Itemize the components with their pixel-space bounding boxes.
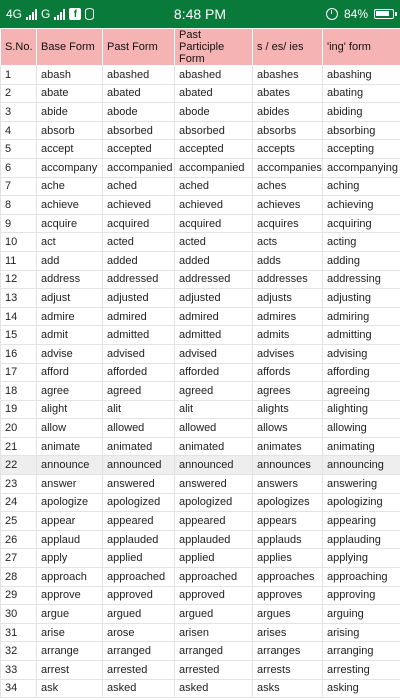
cell-past-form: admitted bbox=[103, 326, 175, 345]
cell-past-participle: answered bbox=[175, 475, 253, 494]
cell-serial-number: 6 bbox=[1, 158, 37, 177]
table-row[interactable] bbox=[1, 679, 400, 698]
table-row[interactable] bbox=[1, 66, 400, 85]
cell-serial-number: 15 bbox=[1, 326, 37, 345]
cell-past-participle: applied bbox=[175, 549, 253, 568]
cell-serial-number: 32 bbox=[1, 642, 37, 661]
cell-base-form: achieve bbox=[37, 196, 103, 215]
cell-ing-form: announcing bbox=[323, 456, 400, 475]
cell-base-form: agree bbox=[37, 382, 103, 401]
battery-percent: 84% bbox=[343, 7, 368, 21]
header-past-participle: Past Participle Form bbox=[175, 29, 253, 66]
cell-serial-number: 10 bbox=[1, 233, 37, 252]
cell-serial-number: 11 bbox=[1, 251, 37, 270]
table-row[interactable] bbox=[1, 400, 400, 419]
cell-ing-form: approving bbox=[323, 586, 400, 605]
cell-past-participle: accepted bbox=[175, 140, 253, 159]
cell-ing-form: allowing bbox=[323, 419, 400, 438]
cell-base-form: announce bbox=[37, 456, 103, 475]
cell-base-form: absorb bbox=[37, 121, 103, 140]
network-type-label-2: G bbox=[41, 7, 51, 21]
table-row[interactable] bbox=[1, 586, 400, 605]
cell-base-form: apply bbox=[37, 549, 103, 568]
table-row[interactable] bbox=[1, 419, 400, 438]
cell-past-form: allowed bbox=[103, 419, 175, 438]
table-row[interactable] bbox=[1, 568, 400, 587]
cell-past-participle: approved bbox=[175, 586, 253, 605]
verb-table-container[interactable] bbox=[0, 28, 400, 700]
table-row[interactable] bbox=[1, 512, 400, 531]
cell-base-form: advise bbox=[37, 344, 103, 363]
table-row[interactable] bbox=[1, 270, 400, 289]
cell-past-participle: approached bbox=[175, 568, 253, 587]
cell-s-es-ies: applauds bbox=[253, 530, 323, 549]
cell-past-participle: admitted bbox=[175, 326, 253, 345]
cell-s-es-ies: advises bbox=[253, 344, 323, 363]
cell-past-form: approached bbox=[103, 568, 175, 587]
cell-past-form: advised bbox=[103, 344, 175, 363]
table-row[interactable] bbox=[1, 140, 400, 159]
cell-ing-form: arguing bbox=[323, 605, 400, 624]
cell-serial-number: 4 bbox=[1, 121, 37, 140]
cell-s-es-ies: admits bbox=[253, 326, 323, 345]
cell-ing-form: asking bbox=[323, 679, 400, 698]
cell-past-participle: arisen bbox=[175, 623, 253, 642]
verb-forms-table bbox=[0, 28, 400, 698]
cell-s-es-ies: aches bbox=[253, 177, 323, 196]
cell-ing-form: accompanying bbox=[323, 158, 400, 177]
cell-s-es-ies: approaches bbox=[253, 568, 323, 587]
cell-past-form: applauded bbox=[103, 530, 175, 549]
cell-ing-form: adjusting bbox=[323, 289, 400, 308]
cell-past-form: arose bbox=[103, 623, 175, 642]
cell-s-es-ies: adjusts bbox=[253, 289, 323, 308]
cell-base-form: ask bbox=[37, 679, 103, 698]
cell-ing-form: applying bbox=[323, 549, 400, 568]
cell-base-form: answer bbox=[37, 475, 103, 494]
cell-serial-number: 27 bbox=[1, 549, 37, 568]
cell-s-es-ies: admires bbox=[253, 307, 323, 326]
cell-ing-form: arresting bbox=[323, 661, 400, 680]
cell-serial-number: 2 bbox=[1, 84, 37, 103]
cell-past-form: approved bbox=[103, 586, 175, 605]
cell-past-participle: arrested bbox=[175, 661, 253, 680]
cell-serial-number: 18 bbox=[1, 382, 37, 401]
cell-past-form: admired bbox=[103, 307, 175, 326]
table-row[interactable] bbox=[1, 289, 400, 308]
table-row[interactable] bbox=[1, 642, 400, 661]
database-icon bbox=[85, 8, 94, 20]
cell-serial-number: 23 bbox=[1, 475, 37, 494]
cell-past-form: animated bbox=[103, 437, 175, 456]
cell-past-form: afforded bbox=[103, 363, 175, 382]
cell-past-form: added bbox=[103, 251, 175, 270]
cell-base-form: approach bbox=[37, 568, 103, 587]
cell-past-participle: abashed bbox=[175, 66, 253, 85]
cell-serial-number: 8 bbox=[1, 196, 37, 215]
table-row[interactable] bbox=[1, 549, 400, 568]
alarm-icon bbox=[326, 8, 338, 20]
cell-serial-number: 21 bbox=[1, 437, 37, 456]
cell-past-participle: acted bbox=[175, 233, 253, 252]
cell-s-es-ies: applies bbox=[253, 549, 323, 568]
signal-icon bbox=[26, 9, 37, 20]
cell-past-participle: announced bbox=[175, 456, 253, 475]
cell-past-participle: addressed bbox=[175, 270, 253, 289]
cell-ing-form: absorbing bbox=[323, 121, 400, 140]
cell-ing-form: achieving bbox=[323, 196, 400, 215]
table-row[interactable] bbox=[1, 84, 400, 103]
cell-ing-form: aching bbox=[323, 177, 400, 196]
cell-serial-number: 28 bbox=[1, 568, 37, 587]
table-row[interactable] bbox=[1, 661, 400, 680]
cell-serial-number: 19 bbox=[1, 400, 37, 419]
cell-serial-number: 3 bbox=[1, 103, 37, 122]
cell-past-participle: afforded bbox=[175, 363, 253, 382]
table-row[interactable] bbox=[1, 158, 400, 177]
cell-serial-number: 26 bbox=[1, 530, 37, 549]
cell-past-form: announced bbox=[103, 456, 175, 475]
cell-past-participle: appeared bbox=[175, 512, 253, 531]
network-type-label: 4G bbox=[6, 7, 23, 21]
cell-base-form: alight bbox=[37, 400, 103, 419]
cell-past-participle: ached bbox=[175, 177, 253, 196]
header-s-es-ies: s / es/ ies bbox=[253, 29, 323, 66]
table-row[interactable] bbox=[1, 382, 400, 401]
cell-serial-number: 14 bbox=[1, 307, 37, 326]
cell-s-es-ies: acquires bbox=[253, 214, 323, 233]
cell-past-participle: argued bbox=[175, 605, 253, 624]
cell-past-participle: advised bbox=[175, 344, 253, 363]
cell-s-es-ies: abashes bbox=[253, 66, 323, 85]
table-row[interactable] bbox=[1, 605, 400, 624]
table-row[interactable] bbox=[1, 456, 400, 475]
cell-past-form: arrested bbox=[103, 661, 175, 680]
status-right bbox=[326, 0, 394, 28]
cell-past-form: achieved bbox=[103, 196, 175, 215]
cell-past-form: acted bbox=[103, 233, 175, 252]
cell-s-es-ies: allows bbox=[253, 419, 323, 438]
cell-serial-number: 29 bbox=[1, 586, 37, 605]
cell-ing-form: animating bbox=[323, 437, 400, 456]
cell-s-es-ies: alights bbox=[253, 400, 323, 419]
cell-past-participle: agreed bbox=[175, 382, 253, 401]
cell-base-form: address bbox=[37, 270, 103, 289]
table-row[interactable] bbox=[1, 530, 400, 549]
cell-past-form: alit bbox=[103, 400, 175, 419]
cell-s-es-ies: abides bbox=[253, 103, 323, 122]
cell-past-participle: allowed bbox=[175, 419, 253, 438]
cell-past-participle: acquired bbox=[175, 214, 253, 233]
cell-serial-number: 5 bbox=[1, 140, 37, 159]
cell-base-form: add bbox=[37, 251, 103, 270]
cell-s-es-ies: announces bbox=[253, 456, 323, 475]
cell-ing-form: acting bbox=[323, 233, 400, 252]
status-time: 8:48 PM bbox=[173, 6, 227, 22]
cell-s-es-ies: accepts bbox=[253, 140, 323, 159]
cell-ing-form: admiring bbox=[323, 307, 400, 326]
table-row[interactable] bbox=[1, 363, 400, 382]
header-ing-form: 'ing' form bbox=[323, 29, 400, 66]
cell-serial-number: 31 bbox=[1, 623, 37, 642]
cell-s-es-ies: apologizes bbox=[253, 493, 323, 512]
cell-ing-form: affording bbox=[323, 363, 400, 382]
header-serial-number: S.No. bbox=[1, 29, 37, 66]
signal-icon-2 bbox=[54, 9, 65, 20]
cell-past-form: abode bbox=[103, 103, 175, 122]
cell-s-es-ies: affords bbox=[253, 363, 323, 382]
header-base-form: Base Form bbox=[37, 29, 103, 66]
table-body bbox=[1, 66, 400, 698]
cell-ing-form: acquiring bbox=[323, 214, 400, 233]
cell-s-es-ies: accompanies bbox=[253, 158, 323, 177]
cell-base-form: abash bbox=[37, 66, 103, 85]
cell-serial-number: 25 bbox=[1, 512, 37, 531]
cell-base-form: admire bbox=[37, 307, 103, 326]
cell-serial-number: 1 bbox=[1, 66, 37, 85]
cell-s-es-ies: answers bbox=[253, 475, 323, 494]
cell-serial-number: 24 bbox=[1, 493, 37, 512]
cell-s-es-ies: animates bbox=[253, 437, 323, 456]
cell-ing-form: approaching bbox=[323, 568, 400, 587]
cell-base-form: arrange bbox=[37, 642, 103, 661]
cell-ing-form: appearing bbox=[323, 512, 400, 531]
cell-past-form: abashed bbox=[103, 66, 175, 85]
cell-ing-form: applauding bbox=[323, 530, 400, 549]
table-row[interactable] bbox=[1, 493, 400, 512]
cell-past-form: ached bbox=[103, 177, 175, 196]
cell-base-form: accompany bbox=[37, 158, 103, 177]
cell-base-form: afford bbox=[37, 363, 103, 382]
cell-base-form: argue bbox=[37, 605, 103, 624]
header-past-form: Past Form bbox=[103, 29, 175, 66]
cell-s-es-ies: approves bbox=[253, 586, 323, 605]
cell-past-participle: achieved bbox=[175, 196, 253, 215]
cell-s-es-ies: abates bbox=[253, 84, 323, 103]
cell-past-form: arranged bbox=[103, 642, 175, 661]
cell-past-form: answered bbox=[103, 475, 175, 494]
cell-past-participle: added bbox=[175, 251, 253, 270]
cell-base-form: arrest bbox=[37, 661, 103, 680]
cell-ing-form: adding bbox=[323, 251, 400, 270]
cell-s-es-ies: argues bbox=[253, 605, 323, 624]
cell-serial-number: 13 bbox=[1, 289, 37, 308]
table-row[interactable] bbox=[1, 196, 400, 215]
cell-ing-form: abashing bbox=[323, 66, 400, 85]
cell-ing-form: agreeing bbox=[323, 382, 400, 401]
table-row[interactable] bbox=[1, 623, 400, 642]
cell-base-form: arise bbox=[37, 623, 103, 642]
cell-past-form: applied bbox=[103, 549, 175, 568]
cell-base-form: animate bbox=[37, 437, 103, 456]
cell-base-form: apologize bbox=[37, 493, 103, 512]
cell-serial-number: 20 bbox=[1, 419, 37, 438]
cell-base-form: acquire bbox=[37, 214, 103, 233]
table-row[interactable] bbox=[1, 251, 400, 270]
cell-serial-number: 30 bbox=[1, 605, 37, 624]
cell-ing-form: arranging bbox=[323, 642, 400, 661]
cell-s-es-ies: addresses bbox=[253, 270, 323, 289]
cell-serial-number: 17 bbox=[1, 363, 37, 382]
cell-base-form: abide bbox=[37, 103, 103, 122]
cell-base-form: ache bbox=[37, 177, 103, 196]
cell-past-form: appeared bbox=[103, 512, 175, 531]
cell-past-form: accepted bbox=[103, 140, 175, 159]
cell-past-participle: alit bbox=[175, 400, 253, 419]
cell-s-es-ies: arises bbox=[253, 623, 323, 642]
cell-s-es-ies: arranges bbox=[253, 642, 323, 661]
table-row[interactable] bbox=[1, 233, 400, 252]
cell-base-form: adjust bbox=[37, 289, 103, 308]
cell-ing-form: admitting bbox=[323, 326, 400, 345]
cell-base-form: act bbox=[37, 233, 103, 252]
cell-s-es-ies: achieves bbox=[253, 196, 323, 215]
cell-s-es-ies: agrees bbox=[253, 382, 323, 401]
cell-serial-number: 22 bbox=[1, 456, 37, 475]
cell-base-form: approve bbox=[37, 586, 103, 605]
cell-past-participle: asked bbox=[175, 679, 253, 698]
cell-base-form: accept bbox=[37, 140, 103, 159]
status-left bbox=[0, 7, 94, 21]
table-row[interactable] bbox=[1, 344, 400, 363]
status-bar bbox=[0, 0, 400, 28]
table-row[interactable] bbox=[1, 121, 400, 140]
table-row[interactable] bbox=[1, 177, 400, 196]
cell-base-form: admit bbox=[37, 326, 103, 345]
cell-past-form: addressed bbox=[103, 270, 175, 289]
cell-past-participle: applauded bbox=[175, 530, 253, 549]
cell-ing-form: arising bbox=[323, 623, 400, 642]
cell-ing-form: apologizing bbox=[323, 493, 400, 512]
cell-past-participle: adjusted bbox=[175, 289, 253, 308]
cell-ing-form: abiding bbox=[323, 103, 400, 122]
cell-ing-form: accepting bbox=[323, 140, 400, 159]
table-row[interactable] bbox=[1, 326, 400, 345]
cell-s-es-ies: asks bbox=[253, 679, 323, 698]
cell-past-form: asked bbox=[103, 679, 175, 698]
cell-past-participle: animated bbox=[175, 437, 253, 456]
cell-past-participle: accompanied bbox=[175, 158, 253, 177]
table-header bbox=[1, 29, 400, 66]
cell-base-form: abate bbox=[37, 84, 103, 103]
cell-ing-form: advising bbox=[323, 344, 400, 363]
cell-ing-form: abating bbox=[323, 84, 400, 103]
cell-serial-number: 9 bbox=[1, 214, 37, 233]
cell-s-es-ies: adds bbox=[253, 251, 323, 270]
cell-s-es-ies: absorbs bbox=[253, 121, 323, 140]
cell-past-participle: abated bbox=[175, 84, 253, 103]
cell-s-es-ies: acts bbox=[253, 233, 323, 252]
cell-ing-form: alighting bbox=[323, 400, 400, 419]
cell-past-participle: admired bbox=[175, 307, 253, 326]
header-row bbox=[1, 29, 400, 66]
cell-base-form: appear bbox=[37, 512, 103, 531]
battery-icon bbox=[374, 9, 394, 19]
cell-serial-number: 12 bbox=[1, 270, 37, 289]
cell-past-participle: arranged bbox=[175, 642, 253, 661]
cell-past-form: apologized bbox=[103, 493, 175, 512]
cell-past-participle: absorbed bbox=[175, 121, 253, 140]
cell-s-es-ies: arrests bbox=[253, 661, 323, 680]
cell-ing-form: answering bbox=[323, 475, 400, 494]
cell-past-participle: apologized bbox=[175, 493, 253, 512]
cell-past-form: acquired bbox=[103, 214, 175, 233]
table-row[interactable] bbox=[1, 307, 400, 326]
cell-past-participle: abode bbox=[175, 103, 253, 122]
cell-serial-number: 34 bbox=[1, 679, 37, 698]
cell-s-es-ies: appears bbox=[253, 512, 323, 531]
cell-serial-number: 16 bbox=[1, 344, 37, 363]
table-row[interactable] bbox=[1, 437, 400, 456]
cell-base-form: allow bbox=[37, 419, 103, 438]
cell-serial-number: 7 bbox=[1, 177, 37, 196]
table-row[interactable] bbox=[1, 103, 400, 122]
table-row[interactable] bbox=[1, 475, 400, 494]
cell-past-form: absorbed bbox=[103, 121, 175, 140]
facebook-icon: f bbox=[69, 8, 81, 20]
cell-base-form: applaud bbox=[37, 530, 103, 549]
table-row[interactable] bbox=[1, 214, 400, 233]
cell-past-form: agreed bbox=[103, 382, 175, 401]
cell-past-form: abated bbox=[103, 84, 175, 103]
cell-past-form: adjusted bbox=[103, 289, 175, 308]
cell-past-form: argued bbox=[103, 605, 175, 624]
cell-past-form: accompanied bbox=[103, 158, 175, 177]
cell-serial-number: 33 bbox=[1, 661, 37, 680]
cell-ing-form: addressing bbox=[323, 270, 400, 289]
